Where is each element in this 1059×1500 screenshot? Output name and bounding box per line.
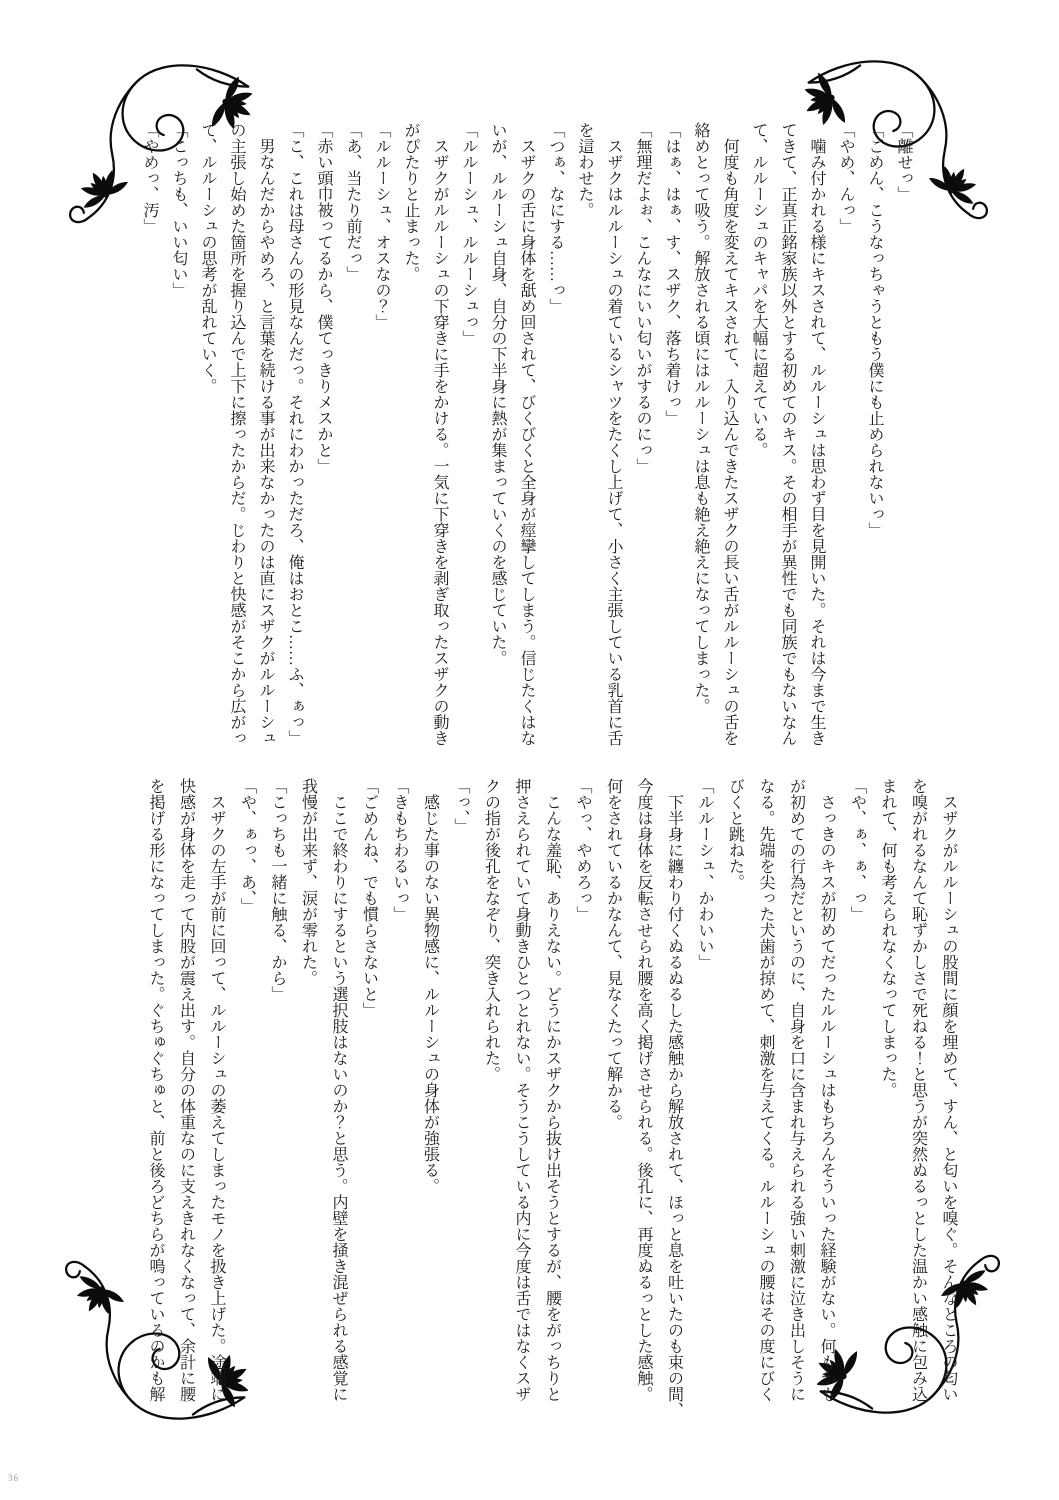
text-line: 「こっちも一緒に触る、から」 bbox=[269, 778, 286, 1002]
text-line: がぴたりと止まった。 bbox=[402, 122, 419, 282]
page-number: 36 bbox=[8, 1473, 19, 1483]
text-line: 感じた事のない異物感に、ルルーシュの身体が強張る。 bbox=[421, 778, 439, 1194]
text-line: を這わせた。 bbox=[576, 122, 593, 218]
text-line: 「やめ、んっ」 bbox=[837, 122, 854, 234]
text-line: 「や、ぁっ、あ、」 bbox=[238, 778, 256, 914]
text-line: 「やめっ、汚」 bbox=[141, 122, 158, 234]
text-line: まれて、何も考えられなくなってしまった。 bbox=[879, 778, 896, 1098]
text-line: 「こ、これは母さんの形見なんだっ。それにわかっただろ、俺はおとこ……ふ、ぁっ」 bbox=[286, 122, 303, 746]
text-line: 何をされているかなんて、見なくたって解かる。 bbox=[604, 778, 622, 1130]
text-line: 「赤い頭巾被ってるから、僕てっきりメスかと」 bbox=[315, 122, 332, 474]
text-line: さっきのキスが初めてだったルルーシュはもちろんそういった経験がない。何もかも bbox=[818, 778, 835, 1402]
text-line: 「やっ、やめろっ」 bbox=[574, 778, 591, 922]
text-line: 「ルルーシュ、オスなの？」 bbox=[373, 122, 390, 330]
text-line: 「ルルーシュ、かわいい」 bbox=[696, 778, 713, 970]
text-line: 「こっちも、いい匂い」 bbox=[170, 122, 187, 298]
text-line: スザクがルルーシュの股間に顔を埋めて、すん、と匂いを嗅ぐ。そんなところの匂い bbox=[940, 778, 957, 1402]
text-line: スザクの左手が前に回って、ルルーシュの萎えてしまったモノを扱き上げた。途端に bbox=[208, 778, 225, 1402]
text-line: 「つぁ、なにする……っ」 bbox=[547, 122, 564, 314]
text-line: 今度は身体を反転させられ腰を高く掲げさせられる。後孔に、再度ぬるっとした感触。 bbox=[635, 778, 652, 1402]
text-line: 快感が身体を走って内股が震え出す。自分の体重なのに支えきれなくなって、余計に腰 bbox=[177, 778, 195, 1402]
text-line: 「離せっ」 bbox=[895, 122, 912, 202]
text-line: 噛み付かれる様にキスされて、ルルーシュは思わず目を見開いた。それは今まで生き bbox=[808, 122, 825, 746]
text-line: いが、ルルーシュ自身、自分の下半身に熱が集まっていくのを感じていた。 bbox=[489, 122, 506, 666]
text-line: 何度も角度を変えてキスされて、入り込んできたスザクの長い舌がルルーシュの舌を bbox=[721, 122, 738, 746]
text-line: 押さえられていて身動きひとつとれない。そうこうしている内に今度は舌ではなくスザ bbox=[513, 778, 530, 1402]
text-block-top bbox=[135, 122, 918, 754]
text-line: クの指が後孔をなぞり、突き入れられた。 bbox=[482, 778, 500, 1082]
text-line: スザクはルルーシュの着ているシャツをたくし上げて、小さく主張している乳首に舌 bbox=[605, 122, 622, 746]
text-line: スザクの舌に身体を舐め回されて、びくびくと全身が痙攣してしまう。信じたくはな bbox=[518, 122, 535, 746]
text-line: こんな羞恥、ありえない。どうにかスザクから抜け出そうとするが、腰をがっちりと bbox=[543, 778, 561, 1402]
text-line: 「ルルーシュ、ルルーシュっ」 bbox=[460, 122, 477, 346]
text-line: 下半身に纏わり付くぬるぬるした感触から解放されて、ほっと息を吐いたのも束の間、 bbox=[665, 778, 683, 1418]
text-line: 「ごめん、こうなっちゃうともう僕にも止められないっ」 bbox=[866, 122, 883, 538]
text-line: 絡めとって吸う。解放される頃にはルルーシュは息も絶え絶えになってしまった。 bbox=[692, 122, 709, 714]
text-line: が初めての行為だというのに、自身を口に含まれ与えられる強い刺激に泣き出しそうに bbox=[787, 778, 805, 1402]
text-line: びくと跳ねた。 bbox=[726, 778, 744, 890]
text-line: て、ルルーシュのキャパを大幅に超えている。 bbox=[750, 122, 767, 458]
text-line: ここで終わりにするという選択肢はないのか？と思う。内壁を掻き混ぜられる感覚に bbox=[330, 778, 347, 1402]
text-line: 「あ、当たり前だっ」 bbox=[344, 122, 361, 282]
text-line: て、ルルーシュの思考が乱れていく。 bbox=[199, 122, 216, 394]
text-line: 「ごめんね、でも慣らさないと」 bbox=[360, 778, 378, 1018]
text-line: の主張し始めた箇所を握り込んで上下に擦ったからだ。じわりと快感がそこから広がっ bbox=[228, 122, 245, 746]
text-line: スザクがルルーシュの下穿きに手をかける。一気に下穿きを剥ぎ取ったスザクの動き bbox=[431, 122, 448, 746]
text-line: 我慢が出来ず、涙が零れた。 bbox=[299, 778, 317, 986]
text-line: 「無理だよぉ、こんなにいい匂いがするのにっ」 bbox=[634, 122, 651, 474]
text-line: 「っ、」 bbox=[452, 778, 469, 834]
text-line: 「や、ぁ、ぁ、っ」 bbox=[848, 778, 866, 922]
text-line: を嗅がれるなんて恥ずかしさで死ねる！と思うが突然ぬるっとした温かい感触に包み込 bbox=[909, 778, 927, 1402]
text-line: 「はぁ、はぁ、す、スザク、落ち着けっ」 bbox=[663, 122, 680, 426]
text-line: てきて、正真正銘家族以外とする初めてのキス。その相手が異性でも同族でもないなん bbox=[779, 122, 796, 746]
text-line: を掲げる形になってしまった。ぐちゅぐちゅと、前と後ろどちらが鳴っているのかも解 bbox=[147, 778, 164, 1402]
text-line: なる。先端を尖った犬歯が掠めて、刺激を与えてくる。ルルーシュの腰はその度にびく bbox=[757, 778, 774, 1402]
text-block-bottom bbox=[140, 778, 964, 1418]
text-line: 「きもちわるいっ」 bbox=[391, 778, 408, 922]
text-line: 男なんだからやめろ、と言葉を続ける事が出来なかったのは直にスザクがルルーシュ bbox=[257, 122, 274, 746]
